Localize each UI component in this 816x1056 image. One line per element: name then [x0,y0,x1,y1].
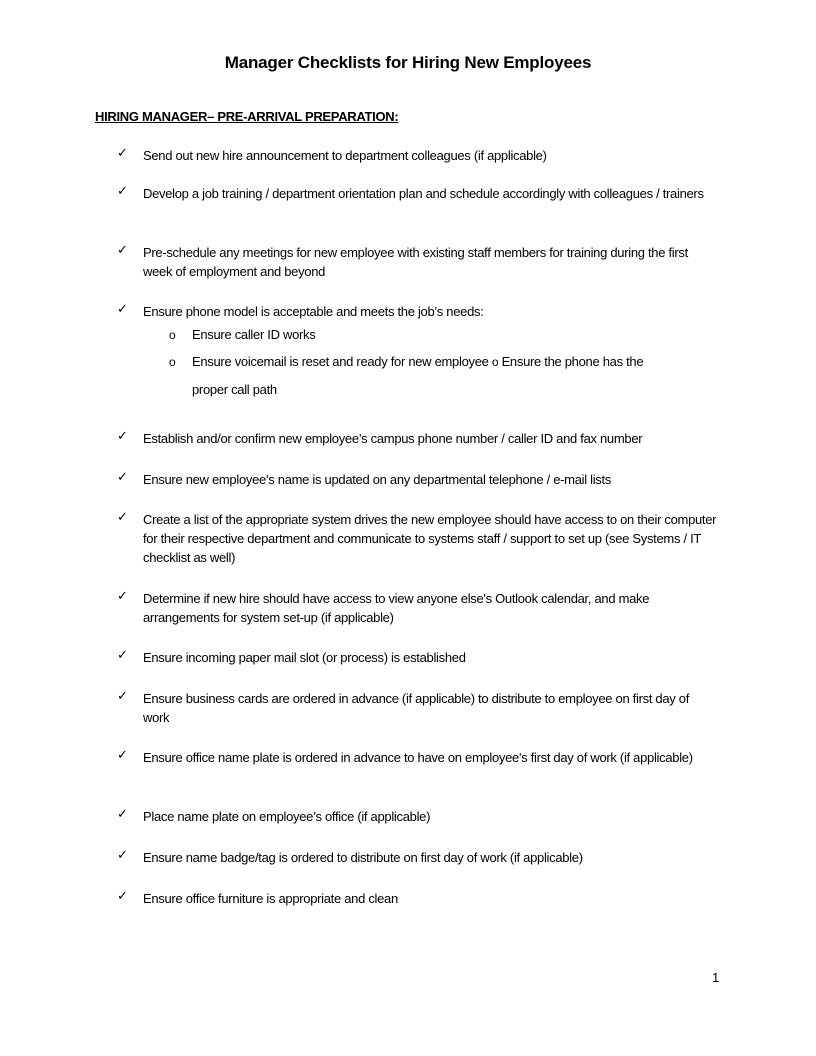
circle-bullet-icon: o [169,355,176,369]
checklist-subitem-continuation [169,380,709,399]
circle-bullet-icon: o [169,328,176,342]
checkmark-icon: ✓ [117,889,128,904]
checklist-item-text: Ensure name badge/tag is ordered to distribute on first day of work (if applicable) [143,850,583,865]
checklist-item-text: Ensure business cards are ordered in advance (if applicable) to distribute to employee on first day of work [143,691,690,725]
checklist-item [117,748,717,767]
checkmark-icon: ✓ [117,589,128,604]
checklist-item-text: Establish and/or confirm new employee’s campus phone number / caller ID and fax number [143,431,643,446]
checklist-item [117,648,717,667]
checklist-item [117,429,717,448]
page-number: 1 [712,970,720,985]
circle-bullet-icon: o [491,355,499,369]
checkmark-icon: ✓ [117,807,128,822]
checklist-subitem [169,352,709,372]
checklist-item-text: Send out new hire announcement to department colleagues (if applicable) [143,148,547,163]
checklist-item-text: Determine if new hire should have access to view anyone else's Outlook calendar, and make arrangements for system set-up (if applicable) [143,591,650,625]
document-title: Manager Checklists for Hiring New Employees [224,53,592,72]
call-path-subitem-text: proper call path [192,382,277,397]
checklist-item [117,184,717,203]
call-path-subitem-text: Ensure the phone has the [501,354,644,369]
checkmark-icon: ✓ [117,689,128,704]
checklist-item-text: Place name plate on employee’s office (if applicable) [143,809,431,824]
checkmark-icon: ✓ [117,648,128,663]
checklist-item-text: Develop a job training / department orientation plan and schedule accordingly with colleagues / trainers [143,186,704,201]
checkmark-icon: ✓ [117,302,128,317]
checklist-item-text: Ensure phone model is acceptable and meets the job’s needs: [143,304,484,319]
checklist-item [117,146,717,165]
checkmark-icon: ✓ [117,184,128,199]
checkmark-icon: ✓ [117,510,128,525]
checkmark-icon: ✓ [117,470,128,485]
checklist-item [117,589,717,627]
checkmark-icon: ✓ [117,243,128,258]
checklist-item-text: Create a list of the appropriate system drives the new employee should have access to on their computer for their respective department and communicate to systems staff / support to set up (see Systems / IT checklist as well) [143,512,717,565]
checklist-item-text: Ensure office name plate is ordered in advance to have on employee's first day of work (if applicable) [143,750,693,765]
checkmark-icon: ✓ [117,748,128,763]
checklist-item [117,689,717,727]
checklist-item-text: Ensure office furniture is appropriate and clean [143,891,398,906]
checklist-item [117,889,717,908]
checklist-item [117,848,717,867]
checkmark-icon: ✓ [117,146,128,161]
voicemail-subitem-text: Ensure voicemail is reset and ready for new employee [192,354,489,369]
checklist-subitem [169,325,709,344]
checklist-subitem-text [192,352,709,372]
checklist-item [117,302,717,321]
checklist-item-text: Pre-schedule any meetings for new employee with existing staff members for training during the first week of employment and beyond [143,245,688,279]
checklist-item [117,510,717,567]
checklist-item-text: Ensure incoming paper mail slot (or process) is established [143,650,466,665]
checklist-subitem-text: Ensure caller ID works [192,327,316,342]
checklist-item [117,807,717,826]
checklist-item [117,470,717,489]
checkmark-icon: ✓ [117,848,128,863]
checklist-item-text: Ensure new employee’s name is updated on any departmental telephone / e-mail lists [143,472,612,487]
checklist-item [117,243,717,281]
section-heading: HIRING MANAGER– PRE-ARRIVAL PREPARATION: [95,109,399,124]
checkmark-icon: ✓ [117,429,128,444]
